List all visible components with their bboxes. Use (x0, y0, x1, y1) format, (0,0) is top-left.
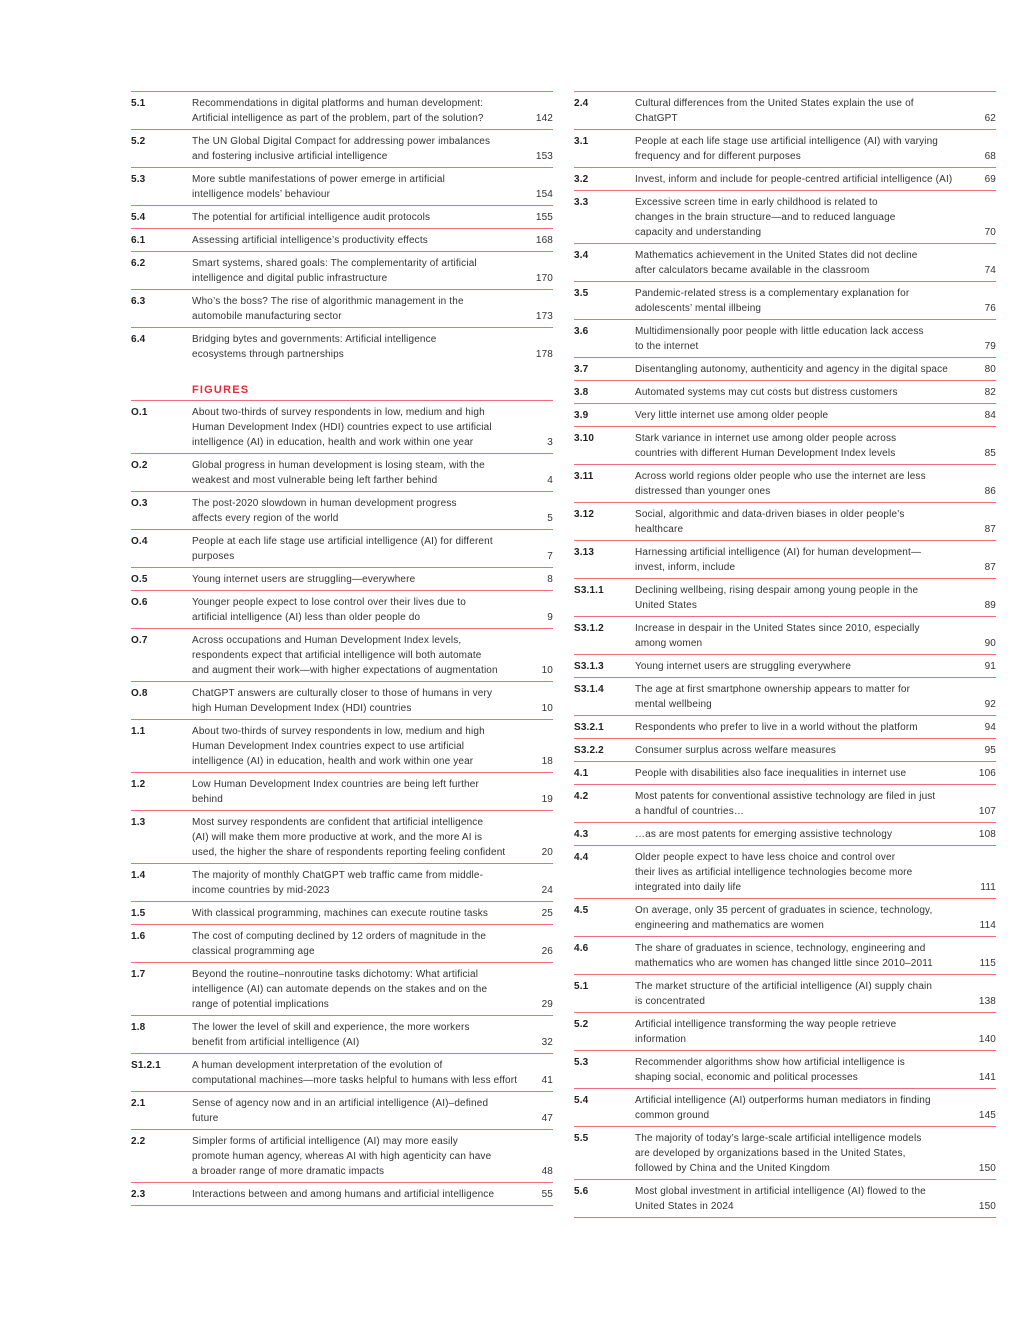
entry-title: Artificial intelligence transforming the way people retrieve information (635, 1019, 897, 1045)
entry-number: 4.3 (574, 829, 589, 840)
entry-number: O.1 (131, 407, 148, 418)
entry-title: Simpler forms of artificial intelligence (AI) may more easily promote human agency, whereas AI with high agenticity can have a broader range of more dramatic impacts (192, 1136, 492, 1177)
entry-page-number: 76 (984, 303, 996, 314)
entry-number: 3.2 (574, 174, 589, 185)
toc-entry[interactable] (131, 628, 553, 681)
toc-entry[interactable] (131, 810, 553, 863)
toc-entry[interactable] (131, 327, 553, 365)
entry-page-number: 142 (535, 113, 553, 124)
entry-title: Beyond the routine–nonroutine tasks dichotomy: What artificial intelligence (AI) can automate depends on the stakes and on the range of potential implications (192, 969, 488, 1010)
entry-page-number: 150 (978, 1163, 996, 1174)
entry-title: Younger people expect to lose control over their lives due to artificial intelligence (AI) less than older people do (192, 597, 466, 623)
entry-page-number: 173 (535, 311, 553, 322)
entry-page-number: 4 (547, 475, 553, 486)
entry-title: Young internet users are struggling everywhere (635, 661, 852, 672)
entry-number: 3.7 (574, 364, 589, 375)
toc-entry[interactable] (574, 1179, 996, 1218)
entry-number: 1.8 (131, 1022, 146, 1033)
toc-entry[interactable] (131, 167, 553, 205)
toc-entry[interactable] (574, 845, 996, 898)
toc-entry[interactable] (131, 772, 553, 810)
entry-title: Smart systems, shared goals: The complementarity of artificial intelligence and digital public infrastructure (192, 258, 477, 284)
entry-title: People with disabilities also face inequalities in internet use (635, 768, 907, 779)
toc-entry[interactable] (131, 901, 553, 924)
entry-page-number: 19 (541, 794, 553, 805)
entry-number: S3.1.4 (574, 684, 604, 695)
entry-number: 5.3 (131, 174, 146, 185)
entry-title: The market structure of the artificial intelligence (AI) supply chain is concentrated (635, 981, 933, 1007)
entry-number: 2.3 (131, 1189, 146, 1200)
entry-title: People at each life stage use artificial intelligence (AI) with varying frequency and for different purposes (635, 136, 939, 162)
entry-page-number: 89 (984, 600, 996, 611)
toc-entry[interactable] (574, 738, 996, 761)
toc-entry[interactable] (574, 540, 996, 578)
entry-number: S1.2.1 (131, 1060, 161, 1071)
entry-title: Young internet users are struggling—everywhere (192, 574, 416, 585)
entry-page-number: 10 (541, 703, 553, 714)
entry-title: Invest, inform and include for people-centred artificial intelligence (AI) (635, 174, 953, 185)
entry-number: 3.3 (574, 197, 589, 208)
entry-number: O.3 (131, 498, 148, 509)
entry-page-number: 84 (984, 410, 996, 421)
entry-number: S3.1.2 (574, 623, 604, 634)
entry-page-number: 106 (978, 768, 996, 779)
toc-entry[interactable] (131, 924, 553, 962)
entry-page-number: 141 (978, 1072, 996, 1083)
toc-entry[interactable] (574, 464, 996, 502)
entry-title: The majority of monthly ChatGPT web traffic came from middle- income countries by mid-2023 (192, 870, 484, 896)
entry-number: 1.7 (131, 969, 146, 980)
entry-page-number: 10 (541, 665, 553, 676)
entry-title: The age at first smartphone ownership appears to matter for mental wellbeing (635, 684, 911, 710)
toc-entry[interactable] (131, 491, 553, 529)
entry-title: Disentangling autonomy, authenticity and agency in the digital space (635, 364, 948, 375)
entry-title: Cultural differences from the United States explain the use of ChatGPT (635, 98, 914, 124)
entry-number: S3.1.1 (574, 585, 604, 596)
entry-title: …as are most patents for emerging assistive technology (635, 829, 893, 840)
entry-page-number: 26 (541, 946, 553, 957)
entry-title: With classical programming, machines can execute routine tasks (192, 908, 489, 919)
toc-entry[interactable] (574, 1050, 996, 1088)
entry-number: 5.2 (131, 136, 146, 147)
entry-title: Artificial intelligence (AI) outperforms human mediators in finding common ground (635, 1095, 931, 1121)
toc-entry[interactable] (131, 529, 553, 567)
toc-entry[interactable] (574, 426, 996, 464)
entry-number: 1.1 (131, 726, 146, 737)
entry-number: 5.2 (574, 1019, 589, 1030)
toc-entry[interactable] (574, 190, 996, 243)
entry-page-number: 9 (547, 612, 553, 623)
entry-page-number: 18 (541, 756, 553, 767)
entry-number: 5.4 (574, 1095, 589, 1106)
entry-number: O.6 (131, 597, 148, 608)
toc-entry[interactable] (131, 129, 553, 167)
entry-number: 6.1 (131, 235, 146, 246)
entry-page-number: 32 (541, 1037, 553, 1048)
entry-page-number: 90 (984, 638, 996, 649)
entry-number: 5.6 (574, 1186, 589, 1197)
entry-number: 1.5 (131, 908, 146, 919)
toc-entry[interactable] (574, 243, 996, 281)
toc-entry[interactable] (131, 1015, 553, 1053)
entry-number: 5.3 (574, 1057, 589, 1068)
entry-number: 3.11 (574, 471, 594, 482)
entry-page-number: 155 (535, 212, 553, 223)
entry-title: Increase in despair in the United States since 2010, especially among women (635, 623, 920, 649)
toc-entry[interactable] (574, 715, 996, 738)
entry-title: Across occupations and Human Development Index levels, respondents expect that artificial intelligence will both automate and augment their work—with higher expectations of augmentation (192, 635, 498, 676)
entry-number: 5.1 (574, 981, 589, 992)
entry-number: 3.10 (574, 433, 595, 444)
entry-title: Bridging bytes and governments: Artificial intelligence ecosystems through partnerships (192, 334, 437, 360)
entry-title: Consumer surplus across welfare measures (635, 745, 837, 756)
entry-title: Recommendations in digital platforms and human development: Artificial intelligence as part of the problem, part of the solution? (192, 98, 484, 124)
entry-number: 3.9 (574, 410, 589, 421)
figures-list-right (574, 91, 996, 1218)
entry-number: 3.13 (574, 547, 595, 558)
entry-page-number: 69 (984, 174, 996, 185)
entry-number: 2.2 (131, 1136, 146, 1147)
entry-title: Assessing artificial intelligence’s productivity effects (192, 235, 428, 246)
entry-number: 4.5 (574, 905, 589, 916)
entry-page-number: 62 (984, 113, 996, 124)
entry-page-number: 29 (541, 999, 553, 1010)
entry-title: Excessive screen time in early childhood is related to changes in the brain structure—and to reduced language capacity and understanding (635, 197, 896, 238)
entry-title: People at each life stage use artificial intelligence (AI) for different purposes (192, 536, 493, 562)
toc-left-column (131, 91, 553, 1206)
entry-number: O.8 (131, 688, 148, 699)
entry-number: 6.3 (131, 296, 146, 307)
toc-entry[interactable] (574, 502, 996, 540)
entry-title: Who’s the boss? The rise of algorithmic management in the automobile manufacturing sector (192, 296, 464, 322)
toc-entry[interactable] (131, 681, 553, 719)
entry-number: 2.4 (574, 98, 589, 109)
entry-number: 3.1 (574, 136, 589, 147)
entry-title: Mathematics achievement in the United States did not decline after calculators became available in the classroom (635, 250, 918, 276)
toc-entry[interactable] (574, 578, 996, 616)
entry-number: 3.12 (574, 509, 595, 520)
toc-entry[interactable] (574, 380, 996, 403)
entry-page-number: 80 (984, 364, 996, 375)
entry-number: 4.2 (574, 791, 589, 802)
entry-number: S3.2.1 (574, 722, 604, 733)
toc-entry[interactable] (574, 822, 996, 845)
entry-number: 3.8 (574, 387, 589, 398)
entry-title: Recommender algorithms show how artificial intelligence is shaping social, economic and political processes (635, 1057, 905, 1083)
toc-entry[interactable] (574, 403, 996, 426)
toc-entry[interactable] (131, 863, 553, 901)
toc-entry[interactable] (574, 1088, 996, 1126)
toc-entry[interactable] (574, 319, 996, 357)
toc-entry[interactable] (574, 761, 996, 784)
entry-number: 6.2 (131, 258, 146, 269)
toc-entry[interactable] (574, 974, 996, 1012)
entry-title: Harnessing artificial intelligence (AI) for human development— invest, inform, include (635, 547, 922, 573)
entry-number: 4.6 (574, 943, 589, 954)
entry-page-number: 25 (541, 908, 553, 919)
toc-entry[interactable] (131, 719, 553, 772)
entry-number: O.4 (131, 536, 148, 547)
entry-number: 5.5 (574, 1133, 589, 1144)
entry-page-number: 138 (978, 996, 996, 1007)
entry-title: The cost of computing declined by 12 orders of magnitude in the classical programming age (192, 931, 487, 957)
entry-title: Declining wellbeing, rising despair among young people in the United States (635, 585, 919, 611)
toc-entry[interactable] (131, 91, 553, 129)
entry-title: Older people expect to have less choice and control over their lives as artificial intelligence technologies become more integrated into daily life (635, 852, 913, 893)
boxes-list (131, 91, 553, 365)
entry-page-number: 168 (535, 235, 553, 246)
toc-entry[interactable] (574, 677, 996, 715)
entry-page-number: 7 (547, 551, 553, 562)
toc-entry[interactable] (131, 400, 553, 453)
entry-title: Respondents who prefer to live in a world without the platform (635, 722, 918, 733)
entry-title: Social, algorithmic and data-driven biases in older people’s healthcare (635, 509, 905, 535)
entry-page-number: 94 (984, 722, 996, 733)
entry-page-number: 150 (978, 1201, 996, 1212)
entry-title: Most survey respondents are confident that artificial intelligence (AI) will make them more productive at work, and the more AI is used, the higher the share of respondents reporting feeling confident (192, 817, 506, 858)
entry-number: 1.6 (131, 931, 146, 942)
entry-page-number: 8 (547, 574, 553, 585)
toc-entry[interactable] (574, 936, 996, 974)
entry-number: O.7 (131, 635, 148, 646)
toc-entry[interactable] (574, 129, 996, 167)
entry-number: 3.6 (574, 326, 589, 337)
toc-entry[interactable] (574, 91, 996, 129)
entry-page-number: 68 (984, 151, 996, 162)
entry-title: The post-2020 slowdown in human development progress affects every region of the world (192, 498, 457, 524)
entry-number: 3.5 (574, 288, 589, 299)
entry-title: Stark variance in internet use among older people across countries with different Human Development Index levels (635, 433, 897, 459)
entry-page-number: 114 (979, 920, 996, 931)
toc-entry[interactable] (131, 962, 553, 1015)
entry-page-number: 108 (978, 829, 996, 840)
entry-page-number: 48 (541, 1166, 553, 1177)
entry-page-number: 95 (984, 745, 996, 756)
entry-title: Low Human Development Index countries are being left further behind (192, 779, 479, 805)
entry-page-number: 115 (979, 958, 996, 969)
entry-title: A human development interpretation of the evolution of computational machines—more tasks helpful to humans with less effort (192, 1060, 518, 1086)
entry-title: Pandemic-related stress is a complementary explanation for adolescents’ mental illbeing (635, 288, 910, 314)
entry-title: Automated systems may cut costs but distress customers (635, 387, 898, 398)
toc-entry[interactable] (131, 1182, 553, 1206)
entry-page-number: 111 (980, 882, 996, 893)
toc-entry[interactable] (131, 205, 553, 228)
entry-title: About two-thirds of survey respondents in low, medium and high Human Development Index (HDI) countries expect to use artificial intelligence (AI) in education, health and work within one year (192, 407, 492, 448)
entry-number: 2.1 (131, 1098, 146, 1109)
entry-title: The majority of today’s large-scale artificial intelligence models are developed by organizations based in the United States, followed by China and the United Kingdom (635, 1133, 922, 1174)
entry-title: Most global investment in artificial intelligence (AI) flowed to the United States in 2024 (635, 1186, 926, 1212)
entry-page-number: 5 (547, 513, 553, 524)
toc-entry[interactable] (574, 898, 996, 936)
entry-title: Global progress in human development is losing steam, with the weakest and most vulnerable being left farther behind (192, 460, 485, 486)
toc-entry[interactable] (574, 616, 996, 654)
entry-page-number: 20 (541, 847, 553, 858)
toc-entry[interactable] (131, 1091, 553, 1129)
figures-list-left (131, 400, 553, 1206)
entry-number: 1.3 (131, 817, 146, 828)
entry-page-number: 86 (984, 486, 996, 497)
entry-page-number: 70 (984, 227, 996, 238)
toc-entry[interactable] (131, 590, 553, 628)
toc-entry[interactable] (131, 1053, 553, 1091)
entry-title: ChatGPT answers are culturally closer to those of humans in very high Human Development Index (HDI) countries (192, 688, 493, 714)
entry-number: 5.1 (131, 98, 146, 109)
entry-page-number: 87 (984, 524, 996, 535)
toc-entry[interactable] (131, 289, 553, 327)
entry-page-number: 24 (541, 885, 553, 896)
toc-entry[interactable] (574, 281, 996, 319)
entry-page-number: 140 (978, 1034, 996, 1045)
entry-title: About two-thirds of survey respondents in low, medium and high Human Development Index countries expect to use artificial intelligence (AI) in education, health and work within one year (192, 726, 485, 767)
entry-page-number: 178 (535, 349, 553, 360)
entry-page-number: 170 (535, 273, 553, 284)
entry-title: The potential for artificial intelligence audit protocols (192, 212, 431, 223)
figures-heading: FIGURES (192, 384, 250, 396)
toc-entry[interactable] (574, 1126, 996, 1179)
toc-right-column (574, 91, 996, 1218)
entry-title: The lower the level of skill and experience, the more workers benefit from artificial intelligence (AI) (192, 1022, 470, 1048)
toc-entry[interactable] (131, 1129, 553, 1182)
toc-entry[interactable] (574, 784, 996, 822)
entry-page-number: 107 (978, 806, 996, 817)
toc-entry[interactable] (574, 1012, 996, 1050)
entry-number: 4.1 (574, 768, 589, 779)
entry-number: 1.4 (131, 870, 146, 881)
entry-title: Most patents for conventional assistive technology are filed in just a handful of countries… (635, 791, 936, 817)
entry-page-number: 91 (984, 661, 996, 672)
entry-title: On average, only 35 percent of graduates in science, technology, engineering and mathematics are women (635, 905, 933, 931)
toc-entry[interactable] (131, 567, 553, 590)
entry-page-number: 85 (984, 448, 996, 459)
entry-number: 3.4 (574, 250, 589, 261)
entry-page-number: 47 (541, 1113, 553, 1124)
entry-page-number: 55 (541, 1189, 553, 1200)
entry-title: Interactions between and among humans and artificial intelligence (192, 1189, 495, 1200)
toc-entry[interactable] (574, 167, 996, 190)
toc-entry[interactable] (574, 357, 996, 380)
entry-title: Very little internet use among older people (635, 410, 829, 421)
toc-entry[interactable] (131, 251, 553, 289)
entry-title: Multidimensionally poor people with little education lack access to the internet (635, 326, 924, 352)
entry-number: 1.2 (131, 779, 146, 790)
entry-page-number: 154 (535, 189, 553, 200)
entry-page-number: 3 (547, 437, 553, 448)
entry-page-number: 87 (984, 562, 996, 573)
toc-entry[interactable] (131, 228, 553, 251)
entry-number: O.2 (131, 460, 148, 471)
entry-page-number: 145 (978, 1110, 996, 1121)
entry-page-number: 153 (535, 151, 553, 162)
entry-number: 6.4 (131, 334, 146, 345)
entry-page-number: 92 (984, 699, 996, 710)
toc-entry[interactable] (131, 453, 553, 491)
entry-number: S3.1.3 (574, 661, 604, 672)
entry-title: The UN Global Digital Compact for addressing power imbalances and fostering inclusive artificial intelligence (192, 136, 491, 162)
entry-page-number: 79 (984, 341, 996, 352)
entry-number: S3.2.2 (574, 745, 604, 756)
toc-entry[interactable] (574, 654, 996, 677)
entry-page-number: 82 (984, 387, 996, 398)
entry-title: More subtle manifestations of power emerge in artificial intelligence models’ behaviour (192, 174, 445, 200)
entry-title: Across world regions older people who use the internet are less distressed than younger ones (635, 471, 926, 497)
entry-number: 5.4 (131, 212, 146, 223)
entry-page-number: 41 (541, 1075, 553, 1086)
entry-title: Sense of agency now and in an artificial intelligence (AI)–defined future (192, 1098, 489, 1124)
entry-title: The share of graduates in science, technology, engineering and mathematics who are women has changed little since 2010–2011 (635, 943, 933, 969)
entry-number: 4.4 (574, 852, 589, 863)
entry-page-number: 74 (984, 265, 996, 276)
entry-number: O.5 (131, 574, 148, 585)
